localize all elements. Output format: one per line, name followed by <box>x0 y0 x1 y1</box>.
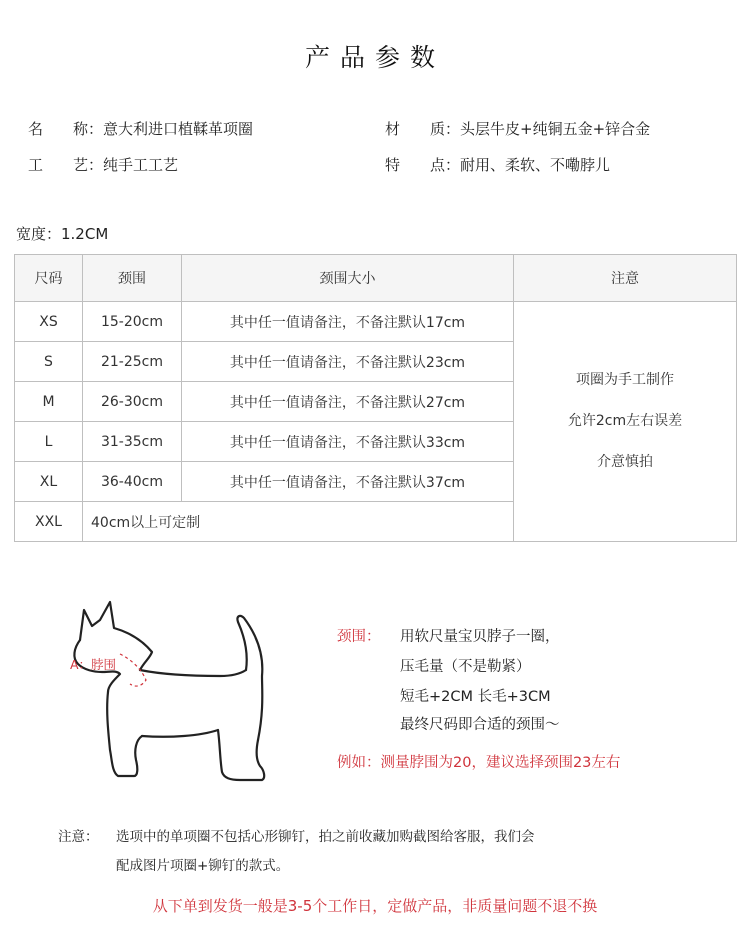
measure-line: 最终尺码即合适的颈围～ <box>400 717 560 733</box>
table-header-row <box>15 255 737 302</box>
cell-desc: 其中任一值请备注，不备注默认27cm <box>182 382 514 422</box>
measure-line: 用软尺量宝贝脖子一圈， <box>400 629 560 645</box>
cell-range: 15-20cm <box>83 302 182 342</box>
cell-size: XXL <box>15 502 83 542</box>
measure-line: 压毛量（不是勒紧） <box>400 659 531 675</box>
spec-feature-label: 特 点： <box>385 156 461 174</box>
size-table <box>14 254 737 542</box>
cell-desc: 其中任一值请备注，不备注默认33cm <box>182 422 514 462</box>
note-line: 介意慎拍 <box>597 454 653 470</box>
notice-line-1: 选项中的单项圈不包括心形铆钉，拍之前收藏加购截图给客服，我们会 <box>116 829 535 845</box>
spec-craft <box>28 154 178 175</box>
note-line: 允许2cm左右误差 <box>567 413 683 429</box>
header-note: 注意 <box>514 255 737 302</box>
cell-size: XL <box>15 462 83 502</box>
measure-example: 例如：测量脖围为20，建议选择颈围23左右 <box>337 755 621 771</box>
note-line: 项圈为手工制作 <box>576 372 674 388</box>
page-title: 产品参数 <box>304 43 445 72</box>
cell-size: XS <box>15 302 83 342</box>
cell-size: L <box>15 422 83 462</box>
cell-range: 36-40cm <box>83 462 182 502</box>
footer-policy: 从下单到发货一般是3-5个工作日，定做产品，非质量问题不退不换 <box>152 897 598 915</box>
measure-label: 颈围： <box>337 629 381 645</box>
header-neck-size: 颈围大小 <box>182 255 514 302</box>
dog-outline-illustration <box>50 600 290 785</box>
spec-feature-value: 耐用、柔软、不嘞脖儿 <box>460 156 611 174</box>
cell-note <box>514 302 737 542</box>
cell-desc: 其中任一值请备注，不备注默认37cm <box>182 462 514 502</box>
spec-name-label: 名 称： <box>28 120 104 138</box>
cell-desc: 其中任一值请备注，不备注默认17cm <box>182 302 514 342</box>
cell-desc: 其中任一值请备注，不备注默认23cm <box>182 342 514 382</box>
measure-line: 短毛+2CM 长毛+3CM <box>400 689 551 705</box>
spec-material-value: 头层牛皮+纯铜五金+锌合金 <box>460 120 651 138</box>
spec-craft-value: 纯手工工艺 <box>103 156 179 174</box>
cell-size: S <box>15 342 83 382</box>
spec-material <box>385 118 650 139</box>
header-neck: 颈围 <box>83 255 182 302</box>
spec-material-label: 材 质： <box>385 120 461 138</box>
spec-name-value: 意大利进口植鞣革项圈 <box>103 120 254 138</box>
spec-name <box>28 118 253 139</box>
notice-line-2: 配成图片项圈+铆钉的款式。 <box>116 858 290 874</box>
cell-range: 26-30cm <box>83 382 182 422</box>
notice-label: 注意： <box>58 829 99 845</box>
table-row <box>15 302 737 342</box>
cell-range: 21-25cm <box>83 342 182 382</box>
cell-custom: 40cm以上可定制 <box>83 502 514 542</box>
header-size: 尺码 <box>15 255 83 302</box>
cell-size: M <box>15 382 83 422</box>
collar-width: 宽度：1.2CM <box>16 225 109 243</box>
spec-craft-label: 工 艺： <box>28 156 104 174</box>
spec-feature <box>385 154 610 175</box>
cell-range: 31-35cm <box>83 422 182 462</box>
dog-label: A：脖围 <box>70 657 117 672</box>
